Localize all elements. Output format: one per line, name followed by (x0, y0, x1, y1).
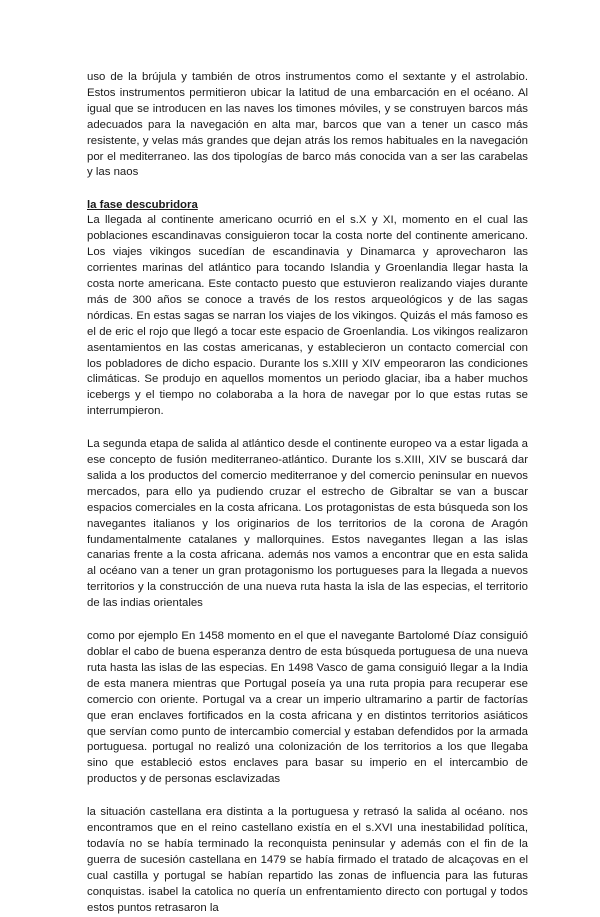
intro-paragraph: uso de la brújula y también de otros instrumentos como el sextante y el astrolabio. Estos instrumentos permitieron ubicar la latitud de una embarcación en el océano. Al igual que se introducen en las naves los timones móviles, y se construyen barcos más adecuados para la navegación en alta mar, barcos que van a tener un casco más resistente, y velas más grandes que dejan atrás los remos habituales en la navegación por el mediterraneo. las dos tipologías de barco más conocida van a ser las carabelas y las naos (87, 71, 528, 179)
paragraph-spacer (87, 612, 528, 629)
paragraph-castile: la situación castellana era distinta a la portuguesa y retrasó la salida al océano. nos encontramos que en el reino castellano existía en el s.XVI una inestabilidad política, todavía no se había terminado la reconquista peninsular y además con el fin de la guerra de sucesión castellana en 1479 se había firmado el tratado de alcaçovas en el cual castilla y portugal se habían repartido las zonas de influencia para las futuras conquistas. isabel la catolica no quería un enfrentamiento directo con portugal y todos estos puntos retrasaron la (87, 806, 528, 914)
document-body (87, 70, 528, 917)
section-heading: la fase descubridora (87, 199, 198, 212)
paragraph-spacer (87, 181, 528, 198)
paragraph-spacer (87, 788, 528, 805)
paragraph-vikings: La llegada al continente americano ocurrió en el s.X y XI, momento en el cual las poblaciones escandinavas consiguieron tocar la costa norte del continente americano. Los viajes vikingos sucedían de escandinavia y Dinamarca y aprovecharon las corrientes marinas del atlántico para tocando Islandia y Groenlandia llegar hasta la costa norte americana. Este contacto puesto que estuvieron realizando viajes durante más de 300 años se conoce a través de los restos arqueológicos y de las sagas nórdicas. En estas sagas se narran los viajes de los vikingos. Quizás el más famoso es el de eric el rojo que llegó a tocar este espacio de Groenlandia. Los vikingos realizaron asentamientos en las costas americanas, y establecieron un contacto comercial con los pobladores de dicho espacio. Durante los s.XIII y XIV empeoraron las condiciones climáticas. Se produjo en aquellos momentos un periodo glaciar, iba a haber muchos icebergs y el tiempo no colaboraba a la hora de navegar por lo que estas rutas se interrumpieron. (87, 214, 528, 418)
paragraph-atlantic-stage: La segunda etapa de salida al atlántico desde el continente europeo va a estar ligada a ese concepto de fusión mediterraneo-atlántico. Durante los s.XIII, XIV se buscará dar salida a los productos del comercio mediterranoe y del comercio peninsular en nuevos mercados, para ello ya pudiendo cruzar el estrecho de Gibraltar se van a buscar espacios comerciales en la costa africana. Los protagonistas de esta búsqueda son los navegantes italianos y los originarios de los territorios de la corona de Aragón fundamentalmente catalanes y mallorquines. Estos navegantes llegan a las islas canarias frente a la costa africana. además nos vamos a encontrar que en esta salida al océano van a tener un gran protagonismo los portugueses para la llegada a nuevos territorios y la construcción de una nueva ruta hasta la isla de las especias, el territorio de las indias orientales (87, 438, 528, 610)
paragraph-spacer (87, 420, 528, 437)
paragraph-portugal: como por ejemplo En 1458 momento en el que el navegante Bartolomé Díaz consiguió doblar el cabo de buena esperanza dentro de esta búsqueda portuguesa de una nueva ruta hasta las islas de las especias. En 1498 Vasco de gama consiguió llegar a la India de esta manera mientras que Portugal poseía ya una ruta propia para recuperar ese comercio con oriente. Portugal va a crear un imperio ultramarino a partir de factorías que eran enclaves fortificados en la costa africana y en distintos territorios asiáticos que servían como punto de intercambio comercial y estaban defendidos por la armada portuguesa. portugal no realizó una colonización de los territorios a los que llegaba sino que estableció estos enclaves para basar su imperio en el intercambio de productos y de personas esclavizadas (87, 630, 528, 786)
